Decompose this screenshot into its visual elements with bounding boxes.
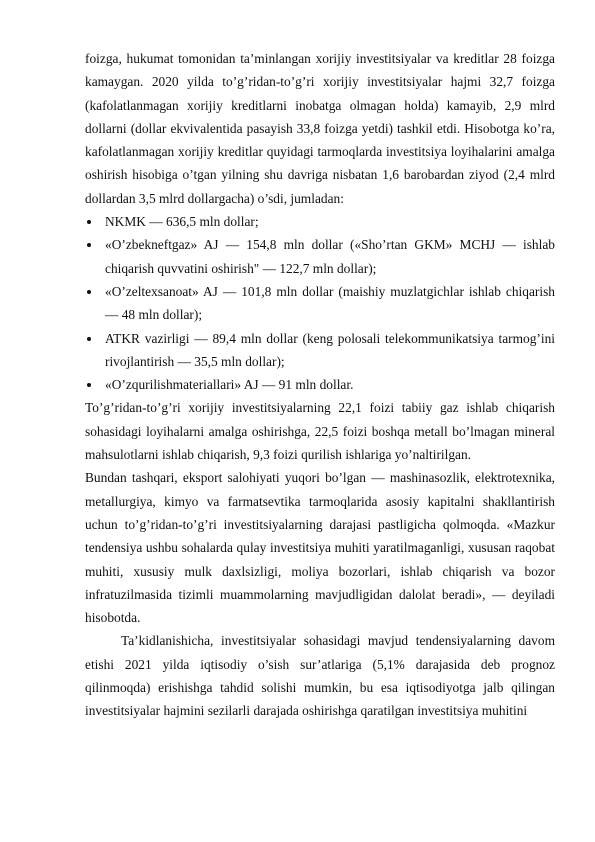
list-item: «O’zeltexsanoat» AJ — 101,8 mln dollar (maishiy muzlatgichlar ishlab chiqarish — 48 mln dollar);	[85, 280, 555, 327]
list-item: «O’zbekneftgaz» AJ — 154,8 mln dollar («Sho’rtan GKM» MCHJ — ishlab chiqarish quvvatini oshirish" — 122,7 mln dollar);	[85, 233, 555, 280]
list-item: ATKR vazirligi — 89,4 mln dollar (keng polosali telekommunikatsiya tarmog’ini rivojlantirish — 35,5 mln dollar);	[85, 327, 555, 374]
export-potential-paragraph: Bundan tashqari, eksport salohiyati yuqori bo’lgan — mashinasozlik, elektrotexnika, metallurgiya, kimyo va farmatsevtika tarmoqlarida asosiy kapitalni shakllantirish uchun to’g’ridan-to’g’ri investitsiyalarning darajasi pastligicha qolmoqda. «Mazkur tendensiya ushbu sohalarda qulay investitsiya muhiti yaratilmaganligi, xususan raqobat muhiti, xususiy mulk daxlsizligi, moliya bozorlari, ishlab chiqarish va bozor infratuzilmasida tizimli muammolarning mavjudligidan dalolat beradi», — deyiladi hisobotda.	[85, 470, 555, 626]
fdi-sectors-paragraph: To’g’ridan-to’g’ri xorijiy investitsiyalarning 22,1 foizi tabiiy gaz ishlab chiqarish sohasidagi loyihalarni amalga oshirishga, 22,5 foizi boshqa metall bo’lmagan mineral mahsulotlarni ishlab chiqarish, 9,3 foizi qurilish ishlariga yo’naltirilgan.	[85, 400, 555, 463]
document-page	[85, 47, 555, 723]
outlook-paragraph: Ta’kidlanishicha, investitsiyalar sohasidagi mavjud tendensiyalarning davom etishi 2021 yilda iqtisodiy o’sish sur’atlariga (5,1% darajasida deb prognoz qilinmoqda) erishishga tahdid solishi mumkin, bu esa iqtisodiyotga jalb qilingan investitsiyalar hajmini sezilarli darajada oshirishga qaratilgan investitsiya muhitini	[85, 633, 555, 719]
intro-paragraph: foizga, hukumat tomonidan ta’minlangan xorijiy investitsiyalar va kreditlar 28 foizga kamaygan. 2020 yilda to’g’ridan-to’g’ri xorijiy investitsiyalar hajmi 32,7 foizga (kafolatlanmagan xorijiy kreditlarni inobatga olmagan holda) kamayib, 2,9 mlrd dollarni (dollar ekvivalentida pasayish 33,8 foizga yetdi) tashkil etdi. Hisobotga ko’ra, kafolatlanmagan xorijiy kreditlar quyidagi tarmoqlarda investitsiya loyihalarini amalga oshirish hisobiga o’tgan yilning shu davriga nisbatan 1,6 barobardan ziyod (2,4 mlrd dollardan 3,5 mlrd dollargacha) o’sdi, jumladan:	[85, 51, 555, 206]
list-item: «O’zqurilishmateriallari» AJ — 91 mln dollar.	[85, 373, 555, 396]
list-item: NKMK — 636,5 mln dollar;	[85, 210, 555, 233]
investment-list	[85, 210, 555, 396]
